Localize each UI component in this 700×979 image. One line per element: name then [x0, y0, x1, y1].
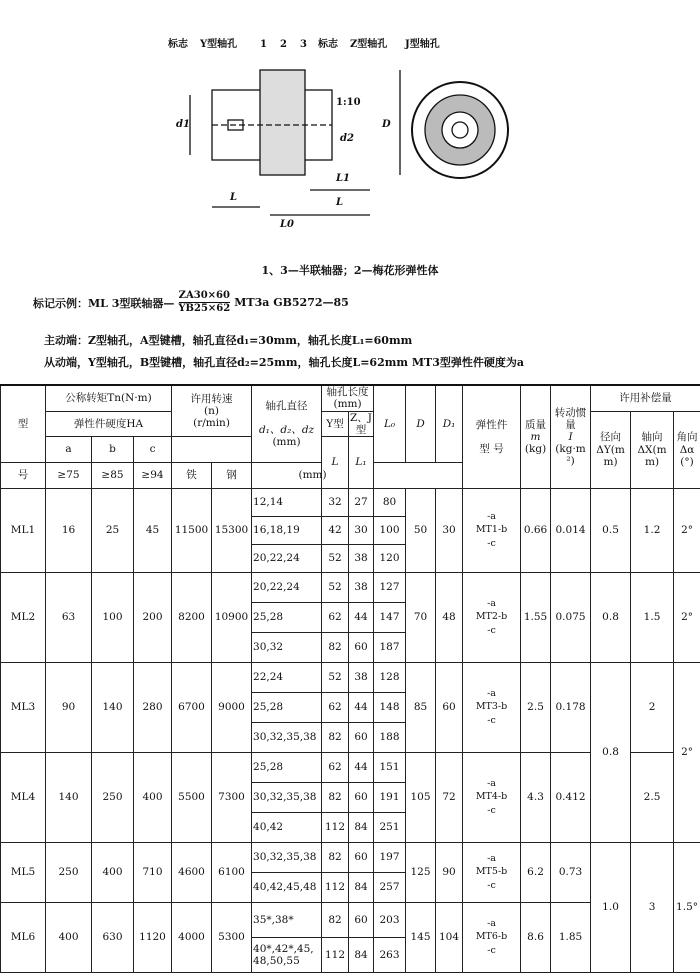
a-cell: 63	[46, 572, 92, 662]
L-cell: 62	[322, 602, 349, 632]
dy-cell: 0.5	[591, 488, 631, 572]
coupling-drawing	[160, 35, 510, 235]
coupling-spec-table	[0, 384, 700, 973]
th-model: 型	[1, 385, 46, 462]
inertia-cell: 1.85	[551, 902, 591, 972]
example-denominator: YB25×62	[178, 303, 231, 314]
model-cell: ML2	[1, 572, 46, 662]
mass-cell: 4.3	[521, 752, 551, 842]
comp-header-direction: 径向	[600, 431, 622, 444]
da-cell: 2°	[674, 572, 700, 662]
diameter-cell: 20,22,24	[252, 544, 322, 572]
elastic-suffix-c: -c	[487, 624, 496, 636]
L1-cell: 60	[349, 722, 374, 752]
elastic-suffix-c: -c	[487, 537, 496, 549]
th-speed-blank	[172, 436, 252, 462]
L1-cell: 84	[349, 937, 374, 972]
L0-cell: 148	[374, 692, 406, 722]
th-compensation: 许用补偿量	[591, 385, 700, 411]
th-diameter-symbol: d₁、d₂、dz	[258, 423, 315, 436]
steel-cell: 15300	[212, 488, 252, 572]
th-hb: ≥85	[92, 462, 134, 488]
model-cell: ML4	[1, 752, 46, 842]
th-mass-symbol: m	[530, 430, 541, 443]
a-cell: 90	[46, 662, 92, 752]
th-steel: 钢	[212, 462, 252, 488]
L1-cell: 60	[349, 632, 374, 662]
dim-L1: L1	[336, 173, 350, 184]
D1-cell: 30	[436, 488, 463, 572]
da-cell: 1.5°	[674, 842, 700, 972]
diameter-cell: 25,28	[252, 692, 322, 722]
L-cell: 82	[322, 842, 349, 872]
elastic-model-cell	[463, 752, 521, 842]
L-cell: 82	[322, 782, 349, 812]
th-b: b	[92, 436, 134, 462]
table-row	[1, 488, 700, 516]
L0-cell: 128	[374, 662, 406, 692]
L1-cell: 38	[349, 544, 374, 572]
th-speed-unit: (r/min)	[193, 416, 230, 429]
steel-cell: 6100	[212, 842, 252, 902]
diameter-cell: 30,32,35,38	[252, 722, 322, 752]
D1-cell: 104	[436, 902, 463, 972]
L0-cell: 80	[374, 488, 406, 516]
th-elastic	[463, 385, 521, 488]
th-speed-symbol: (n)	[204, 404, 219, 417]
diameter-cell: 40,42	[252, 812, 322, 842]
model-cell: ML3	[1, 662, 46, 752]
dy-cell: 0.8	[591, 572, 631, 662]
table-row	[1, 662, 700, 692]
elastic-suffix-b: -b	[497, 931, 508, 943]
c-cell: 200	[134, 572, 172, 662]
L-cell: 32	[322, 488, 349, 516]
D1-cell: 60	[436, 662, 463, 752]
L1-cell: 27	[349, 488, 374, 516]
iron-cell: 8200	[172, 572, 212, 662]
label-mark-2: 标志	[318, 39, 338, 50]
mass-cell: 6.2	[521, 842, 551, 902]
L1-cell: 84	[349, 872, 374, 902]
label-part-3: 3	[300, 39, 307, 50]
model-cell: ML6	[1, 902, 46, 972]
elastic-suffix-b: -b	[497, 791, 508, 803]
L1-cell: 30	[349, 516, 374, 544]
da-cell: 2°	[674, 662, 700, 842]
dim-L-left: L	[230, 192, 238, 203]
th-da-label	[675, 431, 699, 467]
dx-cell: 1.2	[631, 488, 674, 572]
diameter-cell: 40,42,45,48	[252, 872, 322, 902]
mass-cell: 0.66	[521, 488, 551, 572]
elastic-model-cell	[463, 572, 521, 662]
label-mark-1: 标志	[168, 39, 188, 50]
L1-cell: 60	[349, 902, 374, 937]
comp-header-symbol: ΔY(mm)	[596, 443, 625, 468]
label-y-bore: Y型轴孔	[200, 39, 238, 50]
th-c: c	[134, 436, 172, 462]
th-zj-type: Z、J型	[350, 411, 373, 436]
c-cell: 45	[134, 488, 172, 572]
th-inertia-label: 转动惯量	[554, 406, 587, 431]
th-L0: L₀	[374, 385, 406, 462]
th-diameter	[252, 385, 322, 462]
dim-d1: d1	[176, 119, 190, 130]
driving-end-note: 主动端：Z型轴孔，A型键槽，轴孔直径d₁=30mm，轴孔长度L₁=60mm	[44, 334, 413, 347]
elastic-suffix-a: -a	[487, 688, 496, 700]
iron-cell: 4000	[172, 902, 212, 972]
elastic-suffix-a: -a	[487, 918, 496, 930]
diameter-cell: 20,22,24	[252, 572, 322, 602]
dim-D: D	[382, 119, 391, 130]
L1-cell: 44	[349, 602, 374, 632]
D1-cell: 48	[436, 572, 463, 662]
a-cell: 400	[46, 902, 92, 972]
b-cell: 100	[92, 572, 134, 662]
diameter-cell: 30,32	[252, 632, 322, 662]
a-cell: 140	[46, 752, 92, 842]
L-cell: 82	[322, 722, 349, 752]
th-dy	[591, 411, 631, 488]
model-cell: ML1	[1, 488, 46, 572]
c-cell: 1120	[134, 902, 172, 972]
L1-cell: 60	[349, 842, 374, 872]
L-cell: 82	[322, 902, 349, 937]
L0-cell: 147	[374, 602, 406, 632]
elastic-suffix-a: -a	[487, 778, 496, 790]
figure-caption: 1、3—半联轴器；2—梅花形弹性体	[261, 264, 439, 277]
label-z-bore: Z型轴孔	[350, 39, 388, 50]
L-cell: 52	[322, 544, 349, 572]
example-prefix: 标记示例：ML 3型联轴器—	[33, 296, 175, 310]
L1-cell: 60	[349, 782, 374, 812]
L1-cell: 38	[349, 572, 374, 602]
th-speed	[172, 385, 252, 436]
th-torque: 公称转矩Tn(N·m)	[46, 385, 172, 411]
a-cell: 16	[46, 488, 92, 572]
b-cell: 630	[92, 902, 134, 972]
L-cell: 112	[322, 937, 349, 972]
L0-cell: 187	[374, 632, 406, 662]
elastic-model-cell	[463, 902, 521, 972]
th-D: D	[406, 385, 436, 462]
L0-cell: 203	[374, 902, 406, 937]
elastic-type: MT1	[475, 524, 498, 536]
inertia-cell: 0.73	[551, 842, 591, 902]
elastic-suffix-b: -b	[497, 701, 508, 713]
D-cell: 50	[406, 488, 436, 572]
b-cell: 400	[92, 842, 134, 902]
comp-header-symbol: Δα(°)	[679, 443, 695, 468]
mass-cell: 8.6	[521, 902, 551, 972]
th-L1: L₁	[349, 436, 374, 488]
inertia-cell: 0.178	[551, 662, 591, 752]
L1-cell: 38	[349, 662, 374, 692]
steel-cell: 9000	[212, 662, 252, 752]
elastic-suffix-c: -c	[487, 944, 496, 956]
th-y-type: Y型	[322, 411, 349, 436]
th-iron: 铁	[172, 462, 212, 488]
L1-cell: 44	[349, 752, 374, 782]
th-hardness: 弹性件硬度HA	[46, 411, 172, 436]
th-dx	[631, 411, 674, 488]
elastic-type: MT2	[475, 611, 498, 623]
dy-cell: 1.0	[591, 842, 631, 972]
th-inertia-symbol: I	[568, 430, 573, 443]
inertia-cell: 0.014	[551, 488, 591, 572]
b-cell: 25	[92, 488, 134, 572]
elastic-suffix-b: -b	[497, 524, 508, 536]
th-elastic-label-2: 型 号	[479, 442, 504, 455]
iron-cell: 11500	[172, 488, 212, 572]
marking-example	[33, 290, 349, 315]
dx-cell: 3	[631, 842, 674, 972]
L-cell: 62	[322, 752, 349, 782]
b-cell: 140	[92, 662, 134, 752]
label-part-1: 1	[260, 39, 267, 50]
L0-cell: 120	[374, 544, 406, 572]
steel-cell: 7300	[212, 752, 252, 842]
th-mass-label: 质量	[525, 418, 547, 431]
th-da	[674, 411, 700, 488]
elastic-model-cell	[463, 842, 521, 902]
c-cell: 280	[134, 662, 172, 752]
mass-cell: 1.55	[521, 572, 551, 662]
L0-cell: 257	[374, 872, 406, 902]
L0-cell: 127	[374, 572, 406, 602]
comp-header-direction: 轴向	[641, 431, 663, 444]
dim-d2: d2	[340, 133, 354, 144]
D-cell: 70	[406, 572, 436, 662]
elastic-suffix-b: -b	[497, 866, 508, 878]
elastic-type: MT4	[475, 791, 498, 803]
L-cell: 52	[322, 662, 349, 692]
D-cell: 85	[406, 662, 436, 752]
iron-cell: 5500	[172, 752, 212, 842]
label-j-bore: J型轴孔	[405, 39, 440, 50]
th-a: a	[46, 436, 92, 462]
th-D1: D₁	[436, 385, 463, 462]
th-speed-label: 许用转速	[190, 392, 233, 405]
mass-cell: 2.5	[521, 662, 551, 752]
L0-cell: 188	[374, 722, 406, 752]
elastic-type: MT6	[475, 931, 498, 943]
D-cell: 105	[406, 752, 436, 842]
table-row	[1, 572, 700, 602]
elastic-model-cell	[463, 488, 521, 572]
iron-cell: 4600	[172, 842, 212, 902]
D-cell: 125	[406, 842, 436, 902]
th-dy-label	[592, 431, 629, 467]
inertia-cell: 0.075	[551, 572, 591, 662]
L-cell: 82	[322, 632, 349, 662]
L-cell: 42	[322, 516, 349, 544]
elastic-suffix-c: -c	[487, 804, 496, 816]
comp-header-symbol: ΔX(mm)	[637, 443, 667, 468]
D-cell: 145	[406, 902, 436, 972]
L1-cell: 44	[349, 692, 374, 722]
diameter-cell: 35*,38*	[252, 902, 322, 937]
diameter-cell: 30,32,35,38	[252, 842, 322, 872]
L0-cell: 191	[374, 782, 406, 812]
th-model-2: 号	[1, 462, 46, 488]
elastic-suffix-a: -a	[487, 511, 496, 523]
elastic-suffix-b: -b	[497, 611, 508, 623]
dim-L0: L0	[280, 219, 294, 230]
table-row	[1, 842, 700, 872]
th-inertia	[551, 385, 591, 488]
dx-cell: 2.5	[631, 752, 674, 842]
th-L: L	[322, 436, 349, 488]
driven-end-note: 从动端，Y型轴孔，B型键槽，轴孔直径d₂=25mm，轴孔长度L=62mm MT3型弹性件硬度为a	[44, 356, 524, 369]
elastic-model-cell	[463, 662, 521, 752]
iron-cell: 6700	[172, 662, 212, 752]
model-cell: ML5	[1, 842, 46, 902]
c-cell: 710	[134, 842, 172, 902]
diameter-cell: 12,14	[252, 488, 322, 516]
da-cell: 2°	[674, 488, 700, 572]
steel-cell: 5300	[212, 902, 252, 972]
diameter-cell: 40*,42*,45,48,50,55	[252, 937, 322, 972]
example-suffix: MT3a GB5272—85	[234, 296, 349, 309]
L0-cell: 151	[374, 752, 406, 782]
L0-cell: 263	[374, 937, 406, 972]
th-mass-unit: (kg)	[524, 442, 547, 455]
comp-header-direction: 角向	[676, 431, 698, 444]
L-cell: 112	[322, 872, 349, 902]
L1-cell: 84	[349, 812, 374, 842]
diameter-cell: 30,32,35,38	[252, 782, 322, 812]
dy-cell: 0.8	[591, 662, 631, 842]
L-cell: 52	[322, 572, 349, 602]
elastic-type: MT3	[475, 701, 498, 713]
elastic-suffix-a: -a	[487, 598, 496, 610]
th-mass	[521, 385, 551, 488]
L0-cell: 251	[374, 812, 406, 842]
th-ha: ≥75	[46, 462, 92, 488]
diameter-cell: 25,28	[252, 602, 322, 632]
elastic-suffix-c: -c	[487, 714, 496, 726]
c-cell: 400	[134, 752, 172, 842]
diameter-cell: 16,18,19	[252, 516, 322, 544]
L0-cell: 197	[374, 842, 406, 872]
elastic-suffix-c: -c	[487, 879, 496, 891]
th-diameter-unit: (mm)	[272, 435, 301, 448]
a-cell: 250	[46, 842, 92, 902]
th-elastic-label: 弹性件	[475, 418, 508, 431]
th-diameter-label: 轴孔直径	[265, 399, 308, 412]
L-cell: 62	[322, 692, 349, 722]
example-fraction	[178, 290, 230, 315]
coupling-section-svg	[160, 35, 510, 235]
th-hc: ≥94	[134, 462, 172, 488]
D1-cell: 90	[436, 842, 463, 902]
D1-cell: 72	[436, 752, 463, 842]
th-dx-label	[632, 431, 672, 467]
label-part-2: 2	[280, 39, 287, 50]
th-mm: (mm)	[252, 462, 374, 488]
L0-cell: 100	[374, 516, 406, 544]
steel-cell: 10900	[212, 572, 252, 662]
inertia-cell: 0.412	[551, 752, 591, 842]
diameter-cell: 22,24	[252, 662, 322, 692]
example-numerator: ZA30×60	[178, 290, 230, 301]
dx-cell: 2	[631, 662, 674, 752]
L-cell: 112	[322, 812, 349, 842]
elastic-type: MT5	[475, 866, 498, 878]
elastic-suffix-a: -a	[487, 853, 496, 865]
b-cell: 250	[92, 752, 134, 842]
dim-L-right: L	[336, 197, 344, 208]
dim-taper: 1:10	[336, 97, 361, 108]
th-bore-length: 轴孔长度(mm)	[322, 385, 374, 411]
th-inertia-unit: (kg·m²)	[555, 442, 586, 467]
dx-cell: 1.5	[631, 572, 674, 662]
diameter-cell: 25,28	[252, 752, 322, 782]
